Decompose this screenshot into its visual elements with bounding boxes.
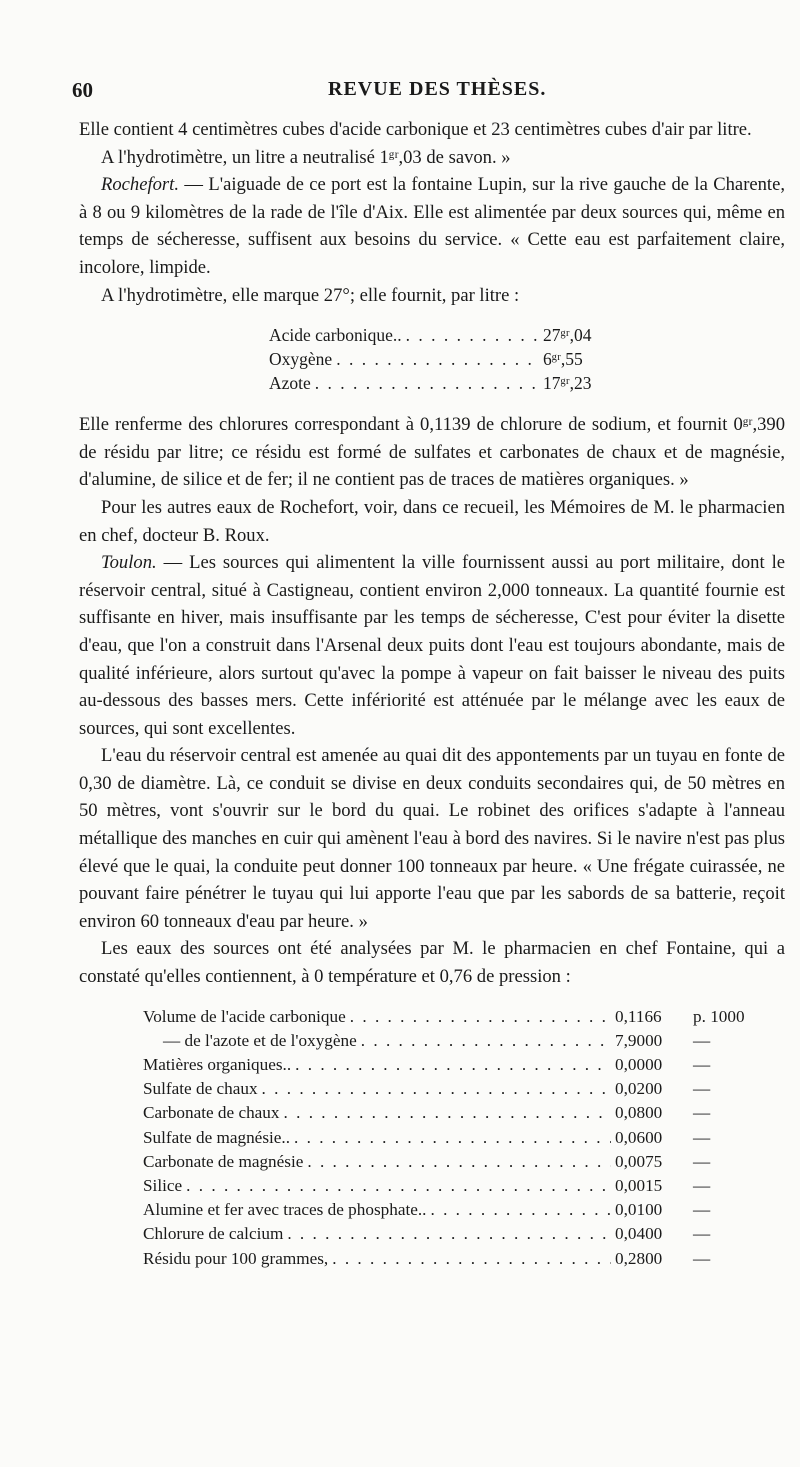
row-label: Matières organiques.. <box>143 1055 292 1075</box>
table-row <box>143 1222 743 1246</box>
paragraph-toulon <box>79 549 785 742</box>
table-row <box>143 1101 743 1125</box>
row-unit: — <box>693 1200 711 1220</box>
table-row <box>143 1150 743 1174</box>
page-body <box>79 116 785 1271</box>
row-unit: — <box>693 1055 711 1075</box>
table-row <box>143 1053 743 1077</box>
table-row <box>143 1198 743 1222</box>
page-header <box>72 78 722 108</box>
table-row <box>143 1077 743 1101</box>
leader-dots <box>332 1247 611 1271</box>
paragraph: Pour les autres eaux de Rochefort, voir, dans ce recueil, les Mémoires de M. le pharmacien en chef, docteur B. Roux. <box>79 496 785 546</box>
page-number: 60 <box>72 78 93 102</box>
row-value: 0,0000 <box>615 1055 663 1075</box>
leader-dots <box>295 1053 611 1077</box>
table-row <box>269 371 611 395</box>
hydrotimetry-table <box>269 323 611 395</box>
table-row <box>269 323 611 347</box>
row-value: 0,0600 <box>615 1127 663 1147</box>
leader-dots <box>350 1005 611 1029</box>
place-name: Toulon. <box>101 552 157 574</box>
paragraph: Les eaux des sources ont été analysées par M. le pharmacien en chef Fontaine, qui a constaté qu'elles contiennent, à 0 température et 0,76 de pression : <box>79 938 785 988</box>
row-value: 0,0100 <box>615 1200 663 1220</box>
row-label: Acide carbonique.. <box>269 325 402 346</box>
leader-dots <box>287 1222 611 1246</box>
table-row <box>269 347 611 371</box>
paragraph-rochefort <box>79 171 785 281</box>
row-label: — de l'azote et de l'oxygène <box>163 1030 357 1050</box>
analysis-table <box>143 1005 743 1271</box>
row-value: 17ᵍʳ,23 <box>543 373 592 394</box>
row-label: Carbonate de magnésie <box>143 1151 304 1171</box>
paragraph-text: — L'aiguade de ce port est la fontaine Lupin, sur la rive gauche de la Charente, à 8 ou 9 kilomètres de la rade de l'île d'Aix. Elle est alimentée par deux sources qui, même en temps de sécheresse, suffisent aux besoins du service. « Cette eau est parfaitement claire, incolore, limpide. <box>79 174 785 278</box>
leader-dots <box>430 1198 611 1222</box>
leader-dots <box>361 1029 611 1053</box>
place-name: Rochefort. <box>101 174 179 196</box>
row-label: Carbonate de chaux <box>143 1103 280 1123</box>
row-unit: — <box>693 1151 711 1171</box>
row-value: 0,0200 <box>615 1079 663 1099</box>
row-value: 0,0400 <box>615 1224 663 1244</box>
row-label: Azote <box>269 373 311 394</box>
row-unit: — <box>693 1248 711 1268</box>
row-unit: — <box>693 1103 711 1123</box>
running-title: REVUE DES THÈSES. <box>328 78 547 100</box>
row-label: Résidu pour 100 grammes, <box>143 1248 329 1268</box>
row-unit: — <box>693 1176 711 1196</box>
paragraph: Elle contient 4 centimètres cubes d'acide carbonique et 23 centimètres cubes d'air par litre. <box>79 119 752 140</box>
row-value: 0,0015 <box>615 1176 663 1196</box>
leader-dots <box>262 1077 611 1101</box>
table-row <box>143 1174 743 1198</box>
leader-dots <box>336 347 539 371</box>
row-value: 7,9000 <box>615 1030 663 1050</box>
row-unit: — <box>693 1127 711 1147</box>
leader-dots <box>294 1126 611 1150</box>
leader-dots <box>315 371 539 395</box>
row-unit: p. 1000 <box>693 1006 745 1026</box>
table-row <box>143 1005 743 1029</box>
row-label: Sulfate de chaux <box>143 1079 258 1099</box>
row-label: Chlorure de calcium <box>143 1224 284 1244</box>
leader-dots <box>186 1174 611 1198</box>
row-value: 0,1166 <box>615 1006 662 1026</box>
row-label: Alumine et fer avec traces de phosphate.. <box>143 1200 427 1220</box>
row-label: Sulfate de magnésie.. <box>143 1127 291 1147</box>
row-unit: — <box>693 1030 711 1050</box>
table-row <box>143 1126 743 1150</box>
leader-dots <box>284 1101 612 1125</box>
paragraph: A l'hydrotimètre, elle marque 27°; elle fournit, par litre : <box>101 284 520 306</box>
leader-dots <box>406 323 539 347</box>
row-label: Silice <box>143 1176 183 1196</box>
paragraph: Elle renferme des chlorures correspondant à 0,1139 de chlorure de sodium, et fournit 0ᵍʳ,390 de résidu par litre; ce résidu est formé de sulfates et carbonates de chaux et de magnésie, d'alumine, de silice et de fer; il ne contient pas de traces de matières organiques. » <box>79 414 785 491</box>
row-value: 6ᵍʳ,55 <box>543 349 583 370</box>
row-value: 0,2800 <box>615 1248 663 1268</box>
leader-dots <box>307 1150 611 1174</box>
row-value: 0,0800 <box>615 1103 663 1123</box>
row-unit: — <box>693 1224 711 1244</box>
table-row <box>143 1247 743 1271</box>
row-label: Volume de l'acide carbonique <box>143 1006 346 1026</box>
row-unit: — <box>693 1079 711 1099</box>
row-value: 0,0075 <box>615 1151 663 1171</box>
row-value: 27ᵍʳ,04 <box>543 325 592 346</box>
table-row <box>143 1029 743 1053</box>
paragraph-text: — Les sources qui alimentent la ville fournissent aussi au port militaire, dont le réservoir central, situé à Castigneau, contient environ 2,000 tonneaux. La quantité fournie est suffisante en hiver, mais insuffisante par les temps de sécheresse, C'est pour éviter la disette d'eau, que l'on a construit dans l'Arsenal deux puits dont l'eau est toujours abondante, mais de qualité inférieure, alors surtout qu'avec la pompe à vapeur on fait baisser le niveau des puits au-dessous des basses mers. Cette infériorité est atténuée par le mélange avec les eaux de sources, qui sont excellentes. <box>79 552 785 739</box>
paragraph: L'eau du réservoir central est amenée au quai dit des appontements par un tuyau en fonte de 0,30 de diamètre. Là, ce conduit se divise en deux conduits secondaires qui, de 50 mètres en 50 mètres, vont s'ouvrir sur le bord du quai. Le robinet des orifices s'adapte à l'anneau métallique des manches en cuir qui amènent l'eau à bord des navires. Si le navire n'est pas plus élevé que le quai, la conduite peut donner 100 tonneaux par heure. « Une frégate cuirassée, ne pouvant faire pénétrer le tuyau qui lui apporte l'eau que par les sabords de sa batterie, reçoit environ 60 tonneaux d'eau par heure. » <box>79 745 785 932</box>
paragraph: A l'hydrotimètre, un litre a neutralisé 1ᵍʳ,03 de savon. » <box>101 146 511 168</box>
row-label: Oxygène <box>269 349 333 370</box>
